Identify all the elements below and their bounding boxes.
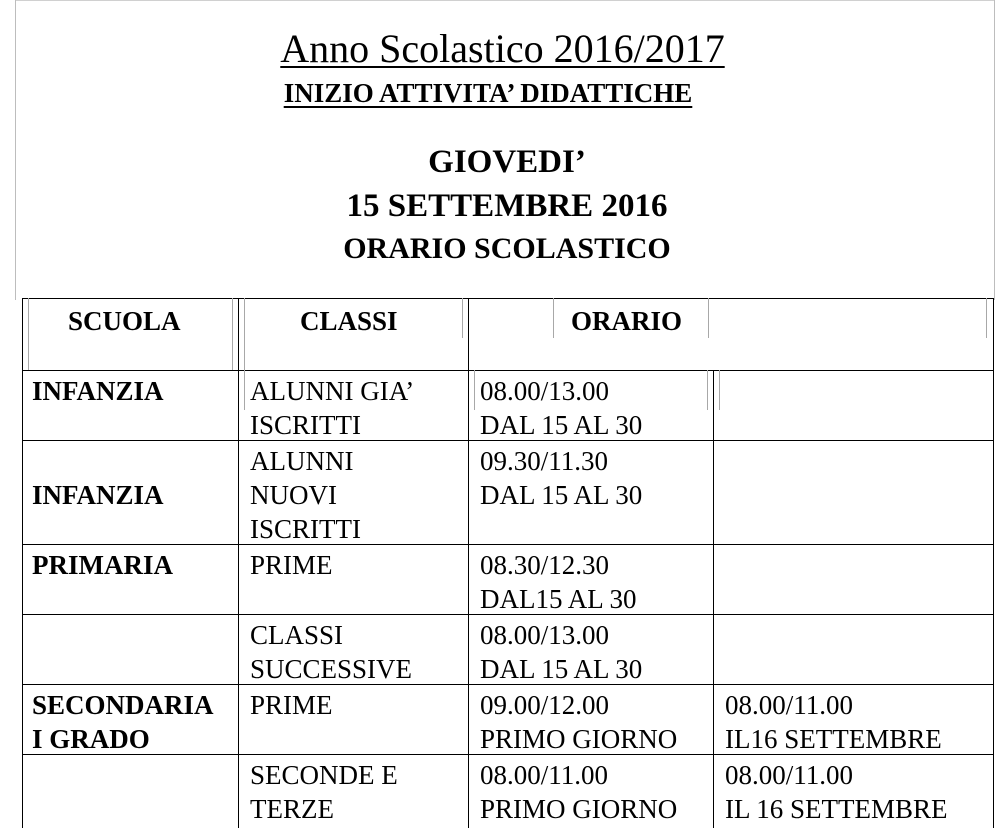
activity-start-subtitle: INIZIO ATTIVITA’ DIDATTICHE: [283, 78, 693, 108]
school-cell: INFANZIA: [32, 480, 164, 510]
schedule-title: ORARIO SCOLASTICO: [343, 232, 671, 265]
row-divider: [22, 370, 994, 371]
cell-guide: [708, 298, 709, 338]
school-cell: INFANZIA: [32, 376, 164, 406]
school-year-title: Anno Scolastico 2016/2017: [280, 26, 725, 71]
time-cell: 08.00/13.00 DAL 15 AL 30: [480, 620, 643, 684]
col-divider: [468, 298, 469, 828]
cell-guide: [244, 370, 245, 410]
cell-guide: [719, 370, 720, 410]
table-border-left: [22, 298, 23, 828]
cell-guide: [244, 298, 245, 370]
time-cell: 08.00/11.00 PRIMO GIORNO: [480, 760, 678, 824]
classes-cell: ALUNNI GIA’ ISCRITTI: [250, 376, 415, 440]
schedule-table: [22, 298, 994, 828]
column-header-time: ORARIO: [571, 306, 683, 336]
cell-guide: [553, 298, 554, 338]
cell-guide: [28, 298, 29, 370]
school-cell: PRIMARIA: [32, 550, 173, 580]
time-cell: 08.30/12.30 DAL15 AL 30: [480, 550, 637, 614]
page-frame-top: [15, 0, 995, 1]
school-cell: SECONDARIA I GRADO: [32, 690, 214, 754]
classes-cell: PRIME: [250, 550, 333, 580]
time-cell: 08.00/13.00 DAL 15 AL 30: [480, 376, 643, 440]
time-cell: 09.00/12.00 PRIMO GIORNO: [480, 690, 678, 754]
column-header-classes: CLASSI: [300, 306, 398, 336]
cell-guide: [474, 370, 475, 410]
cell-guide: [232, 298, 233, 370]
classes-cell: ALUNNI NUOVI ISCRITTI: [250, 446, 361, 544]
extra-time-cell: 08.00/11.00 IL 16 SETTEMBRE: [725, 760, 948, 824]
col-divider: [238, 298, 239, 828]
classes-cell: CLASSI SUCCESSIVE: [250, 620, 413, 684]
col-divider: [713, 370, 714, 828]
table-border-right: [993, 298, 994, 828]
start-day: GIOVEDI’: [428, 144, 586, 180]
row-divider: [22, 544, 994, 545]
table-border-top: [22, 298, 994, 299]
start-date: 15 SETTEMBRE 2016: [346, 188, 668, 224]
cell-guide: [986, 298, 987, 338]
extra-time-cell: 08.00/11.00 IL16 SETTEMBRE: [725, 690, 942, 754]
cell-guide: [462, 298, 463, 338]
classes-cell: SECONDE E TERZE: [250, 760, 398, 824]
cell-guide: [707, 370, 708, 410]
classes-cell: PRIME: [250, 690, 333, 720]
column-header-school: SCUOLA: [68, 306, 181, 336]
time-cell: 09.30/11.30 DAL 15 AL 30: [480, 446, 643, 510]
